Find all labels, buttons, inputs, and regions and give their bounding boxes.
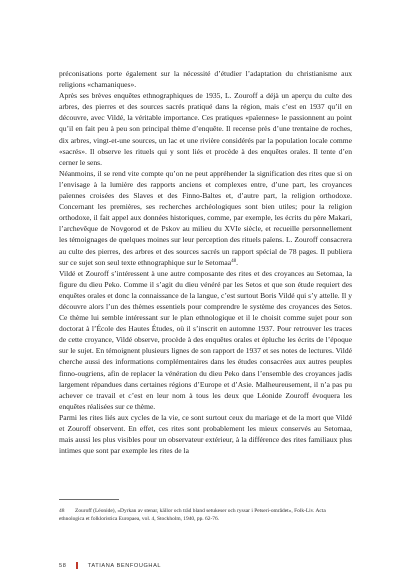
footnote-number: 48 bbox=[59, 508, 65, 514]
paragraph-3-text: Néanmoins, il se rend vite compte qu’on ne peut appréhender la signification des rites que si on l’envisage à la lumière des rapports anciens et complexes entre, d’une part, les croyances païennes croisées des Slaves et des Finno-Baltes et, d’autre part, la religion orthodoxe. Concernant les premières, ses recherches archéologiques sont bien utiles; pour la religion orthodoxe, il fait appel aux données historiques, comme, par exemple, les écrits du père Makari, l’archevêque de Novgorod et de Pskov au milieu du XVIe siècle, et recueille personnellement les témoignages de quelques moines sur leur perception des rituels païens. L. Zouroff consacrera au culte des pierres, des arbres et des sources sacrés un rapport spécial de 78 pages. Il publiera sur ce sujet son seul texte ethnographique sur le Setomaa bbox=[59, 168, 352, 267]
footnote-reference[interactable]: 48 bbox=[231, 258, 237, 264]
paragraph-2: Après ses brèves enquêtes ethnographiques de 1935, L. Zouroff a déjà un aperçu du culte des arbres, des pierres et des sources sacrés pratiqué dans la région, mais c’est en 1937 qu’il en découvre, avec Vildé, la véritable importance. Ces pratiques «païennes» le passionnent au point qu’il en fait peu à peu son principal thème d’enquête. Il recense près d’une trentaine de roches, dix arbres, vingt-et-une sources, un lac et une rivière considérés par la population locale comme «sacrés». Il observe les rituels qui y sont liés et procède à des enquêtes orales. Il tente d’en cerner le sens. bbox=[59, 91, 352, 167]
paragraph-3 bbox=[59, 168, 352, 268]
author-name: TATIANA BENFOUGHAL bbox=[87, 562, 162, 569]
footer-separator bbox=[76, 562, 77, 569]
paragraph-4: Vildé et Zouroff s’intéressent à une autre composante des rites et des croyances au Setomaa, la figure du dieu Peko. Comme il s’agit du dieu vénéré par les Setos et que son étude requiert des enquêtes orales et donc la connaissance de la langue, c’est surtout Boris Vildé qui s’y attelle. Il y découvre alors l’un des thèmes essentiels pour comprendre le système des croyances des Setos. Ce thème lui semble intéressant sur le plan ethnologique et il le choisit comme sujet pour son doctorat à l’École des Hautes Études, où il s’inscrit en automne 1937. Pour retrouver les traces de cette croyance, Vildé observe, procède à des enquêtes orales et épluche les écrits de l’époque sur le sujet. En témoignent plusieurs lignes de son rapport de 1937 et ses notes de lectures. Vildé cherche aussi des informations complémentaires dans les études consacrées aux autres peuples finno-ougriens, afin de replacer la vénération du dieu Peko dans l’ensemble des croyances jadis largement répandues dans certaines régions d’Europe et d’Asie. Malheureusement, il n’a pas pu achever ce travail et c’est en leur nom à tous les deux que Léonide Zouroff évoquera les enquêtes réalisées sur ce thème. bbox=[59, 268, 352, 411]
running-footer bbox=[59, 562, 161, 569]
footnote bbox=[59, 507, 352, 524]
main-text-block bbox=[59, 68, 352, 456]
footnote-text: Zouroff (Léonide), «Dyrkan av stenar, källor och träd bland setukeser och ryssar i Petseri-området», Folk-Liv. Acta ethnologica et folkloristica Europaea, vol. 4, Stockholm, 1940, pp. 62-76. bbox=[59, 508, 326, 523]
paragraph-5: Parmi les rites liés aux cycles de la vie, ce sont surtout ceux du mariage et de la mort que Vildé et Zouroff observent. En effet, ces rites sont probablement les mieux conservés au Setomaa, mais aussi les plus visibles pour un observateur extérieur, à la différence des rites familiaux plus intimes que sont par exemple les rites de la bbox=[59, 412, 352, 456]
paragraph-1: préconisations porte également sur la nécessité d’étudier l’adaptation du christianisme aux religions «chamaniques». bbox=[59, 69, 352, 90]
paragraph-3-end: . bbox=[236, 257, 238, 267]
footnote-divider bbox=[59, 499, 119, 500]
page-number: 58 bbox=[59, 562, 67, 569]
